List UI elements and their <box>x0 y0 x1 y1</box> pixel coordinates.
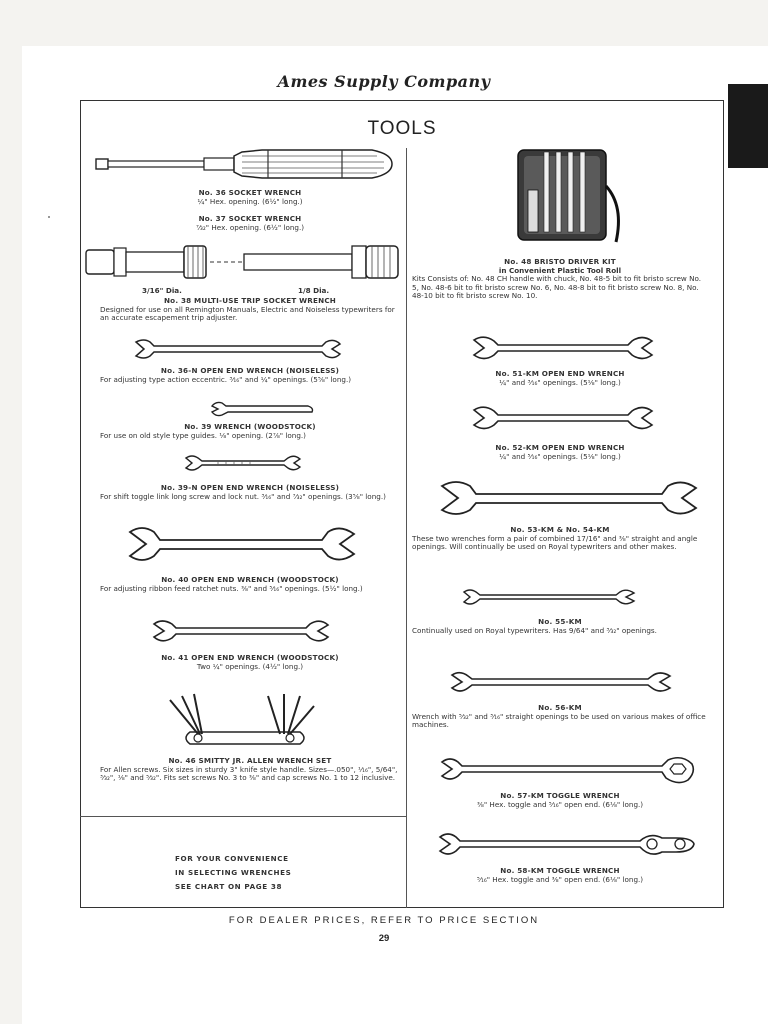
item-no-36 <box>100 189 400 206</box>
item-desc: Designed for use on all Remington Manuals, Electric and Noiseless typewriters for an accurate escapement trip adjuster. <box>100 304 395 323</box>
item-title: No. 37 SOCKET WRENCH <box>198 214 302 223</box>
speck <box>48 216 50 218</box>
item-no-39n <box>100 484 400 501</box>
convenience-divider <box>80 816 407 817</box>
wrench-39-illustration <box>208 398 318 420</box>
item-no-38 <box>100 297 400 323</box>
item-title: No. 36-N OPEN END WRENCH (NOISELESS) <box>160 366 340 375</box>
item-desc: For shift toggle link long screw and lock nut. ³⁄₁₆" and ⁷⁄₃₂" openings. (3⅝" long.) <box>100 491 386 501</box>
convenience-line: FOR YOUR CONVENIENCE <box>175 854 289 863</box>
bristo-driver-kit-illustration <box>512 146 628 246</box>
index-tab <box>728 84 768 168</box>
socket-label-right: 1/8 Dia. <box>298 286 330 295</box>
item-no-37 <box>100 215 400 232</box>
item-title: No. 38 MULTI-USE TRIP SOCKET WRENCH <box>163 296 337 305</box>
item-desc: Two ¼" openings. (4½" long.) <box>196 661 304 671</box>
item-title: No. 53-KM & No. 54-KM <box>510 525 610 534</box>
item-desc: Continually used on Royal typewriters. Has 9/64" and ³⁄₃₂" openings. <box>412 625 657 635</box>
convenience-line: SEE CHART ON PAGE 38 <box>175 882 283 891</box>
wrench-56km-illustration <box>448 668 674 696</box>
wrench-55km-illustration <box>460 586 638 608</box>
item-no-51km <box>412 370 708 387</box>
item-desc: ¼" Hex. opening. (6½" long.) <box>197 196 303 206</box>
socket-wrench-illustration <box>92 142 398 188</box>
open-end-wrench-39n-illustration <box>182 452 304 474</box>
item-no-40 <box>100 576 400 593</box>
convenience-line: IN SELECTING WRENCHES <box>175 868 292 877</box>
item-title: No. 56-KM <box>538 703 582 712</box>
open-end-wrench-53km-illustration <box>438 476 700 522</box>
open-end-wrench-36n-illustration <box>132 336 344 362</box>
item-subtitle: in Convenient Plastic Tool Roll <box>498 265 622 275</box>
item-desc: These two wrenches form a pair of combined 17/16" and ⅜" straight and angle openings. Will continually be used on Royal typewriters and other makes. <box>412 533 698 552</box>
item-title: No. 57-KM TOGGLE WRENCH <box>500 791 620 800</box>
open-end-wrench-41-illustration <box>150 616 332 646</box>
item-no-46 <box>100 757 400 783</box>
section-title: TOOLS <box>367 118 437 139</box>
toggle-wrench-57km-illustration <box>438 752 698 786</box>
item-no-57km <box>412 792 708 809</box>
item-no-58km <box>412 867 708 884</box>
dealer-prices-note: FOR DEALER PRICES, REFER TO PRICE SECTION <box>228 915 540 926</box>
item-no-56km <box>412 704 708 730</box>
item-desc: For adjusting ribbon feed ratchet nuts. ⅜" and ⁵⁄₁₆" openings. (5½" long.) <box>100 583 363 593</box>
item-no-55km <box>412 618 708 635</box>
item-title: No. 46 SMITTY JR. ALLEN WRENCH SET <box>168 756 332 765</box>
allen-wrench-set-illustration <box>160 692 320 748</box>
item-desc: For Allen screws. Six sizes in sturdy 3" knife style handle. Sizes—.050", ¹⁄₁₆", 5/64", ³⁄₃₂", ⅛" and ⁵⁄₃₂". Fits set screws No. 3 to ⅜" and cap screws No. 1 to 12 inclusive. <box>100 764 398 783</box>
item-no-41 <box>100 654 400 671</box>
toggle-wrench-58km-illustration <box>436 828 698 860</box>
item-no-53km-54km <box>412 526 708 552</box>
item-desc: ⅜" Hex. toggle and ⁵⁄₁₆" open end. (6⅛" long.) <box>476 799 644 809</box>
item-title: No. 51-KM OPEN END WRENCH <box>495 369 625 378</box>
company-header: Ames Supply Company <box>277 72 491 91</box>
item-desc: ⁷⁄₃₂" Hex. opening. (6½" long.) <box>195 222 305 232</box>
item-desc: Wrench with ⁵⁄₃₂" and ³⁄₁₆" straight openings to be used on various makes of office machines. <box>412 711 706 730</box>
item-desc: For adjusting type action eccentric. ³⁄₁₆" and ¼" openings. (5⅝" long.) <box>100 374 352 384</box>
item-title: No. 39-N OPEN END WRENCH (NOISELESS) <box>160 483 340 492</box>
trip-socket-wrench-illustration <box>84 242 406 282</box>
item-no-39 <box>100 423 400 440</box>
item-title: No. 48 BRISTO DRIVER KIT <box>504 257 616 266</box>
open-end-wrench-52km-illustration <box>470 402 656 434</box>
page-number: 29 <box>378 933 390 944</box>
item-title: No. 41 OPEN END WRENCH (WOODSTOCK) <box>161 653 339 662</box>
convenience-note <box>175 852 291 894</box>
column-divider <box>406 148 407 908</box>
item-title: No. 52-KM OPEN END WRENCH <box>495 443 625 452</box>
item-title: No. 36 SOCKET WRENCH <box>198 188 302 197</box>
item-desc: For use on old style type guides. ⅛" opening. (2⅞" long.) <box>100 430 306 440</box>
socket-label-left: 3/16" Dia. <box>142 286 182 295</box>
item-no-36n <box>100 367 400 384</box>
item-no-52km <box>412 444 708 461</box>
item-desc: ⁵⁄₁₆" Hex. toggle and ⅜" open end. (6⅛" long.) <box>476 874 644 884</box>
item-title: No. 39 WRENCH (WOODSTOCK) <box>184 422 316 431</box>
item-desc: ¼" and ³⁄₁₆" openings. (5⅛" long.) <box>499 377 621 387</box>
item-desc: Kits Consists of: No. 48 CH handle with chuck, No. 48-5 bit to fit bristo screw No. 5, No. 48-6 bit to fit bristo screw No. 6, No. 48-8 bit to fit bristo screw No. 8, No. 48-10 bit to fit bristo screw No. 10. <box>412 274 702 301</box>
item-title: No. 58-KM TOGGLE WRENCH <box>500 866 620 875</box>
item-desc: ¼" and ⁵⁄₁₆" openings. (5⅛" long.) <box>499 451 621 461</box>
open-end-wrench-40-illustration <box>126 522 358 568</box>
open-end-wrench-51km-illustration <box>470 332 656 364</box>
item-no-48 <box>412 258 708 301</box>
item-title: No. 40 OPEN END WRENCH (WOODSTOCK) <box>161 575 339 584</box>
item-title: No. 55-KM <box>538 617 582 626</box>
